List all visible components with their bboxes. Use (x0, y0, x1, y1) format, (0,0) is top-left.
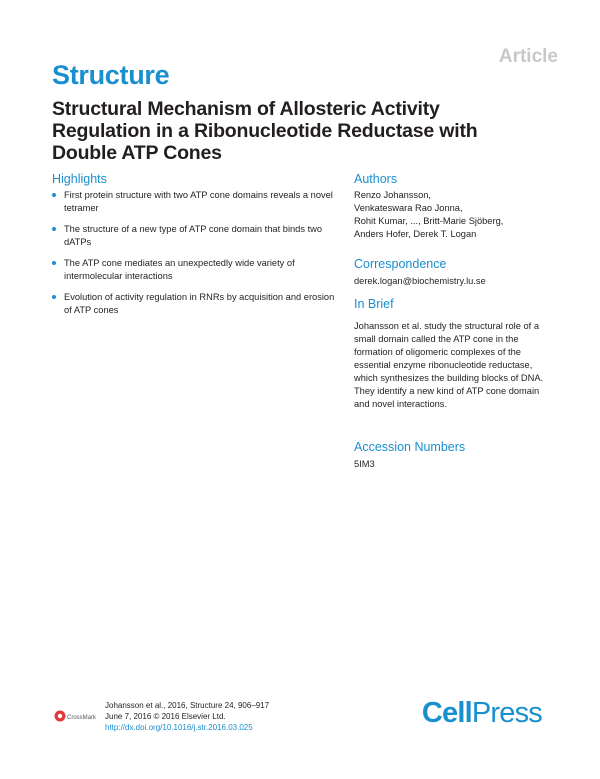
highlights-heading: Highlights (52, 172, 107, 186)
in-brief-heading: In Brief (354, 297, 394, 311)
highlight-item: First protein structure with two ATP cone domains reveals a novel tetramer (52, 189, 337, 215)
highlight-item: Evolution of activity regulation in RNRs by acquisition and erosion of ATP cones (52, 291, 337, 317)
cellpress-logo[interactable] (422, 697, 542, 730)
author-line: Renzo Johansson, (354, 190, 432, 200)
crossmark-logo[interactable] (54, 708, 98, 724)
accession-number: 5IM3 (354, 459, 375, 469)
highlight-item: The structure of a new type of ATP cone domain that binds two dATPs (52, 223, 337, 249)
authors-heading: Authors (354, 172, 398, 186)
author-line: Anders Hofer, Derek T. Logan (354, 229, 477, 239)
journal-name: Structure (52, 60, 170, 90)
bullet-icon (52, 261, 56, 265)
author-line: Venkateswara Rao Jonna, (354, 203, 463, 213)
highlights-list (52, 189, 337, 325)
doi-link[interactable]: http://dx.doi.org/10.1016/j.str.2016.03.025 (105, 723, 253, 732)
article-type-label: Article (498, 46, 558, 67)
cellpress-cell: Cell (421, 697, 472, 729)
bullet-icon (52, 193, 56, 197)
author-line: Rohit Kumar, ..., Britt-Marie Sjöberg, (354, 216, 504, 226)
highlight-item: The ATP cone mediates an unexpectedly wide variety of intermolecular interactions (52, 257, 337, 283)
correspondence-email[interactable]: derek.logan@biochemistry.lu.se (354, 276, 486, 286)
cellpress-press: Press (471, 697, 542, 729)
bullet-icon (52, 295, 56, 299)
citation-line: Johansson et al., 2016, Structure 24, 906–917 (105, 701, 270, 710)
correspondence-heading: Correspondence (354, 257, 447, 271)
citation-footer (105, 700, 269, 733)
accession-heading: Accession Numbers (354, 440, 466, 454)
crossmark-text: CrossMark (67, 715, 97, 721)
date-line: June 7, 2016 © 2016 Elsevier Ltd. (105, 712, 226, 721)
authors-list (354, 189, 554, 241)
bullet-icon (52, 227, 56, 231)
paper-title: Structural Mechanism of Allosteric Activity Regulation in a Ribonucleotide Reductase with Double ATP Cones (52, 98, 478, 164)
in-brief-text: Johansson et al. study the structural role of a small domain called the ATP cone in the formation of oligomeric complexes of the essential enzyme ribonucleotide reductase, which synthesizes the building blocks of DNA. They identify a new kind of ATP cone domain and novel interactions. (354, 321, 544, 409)
